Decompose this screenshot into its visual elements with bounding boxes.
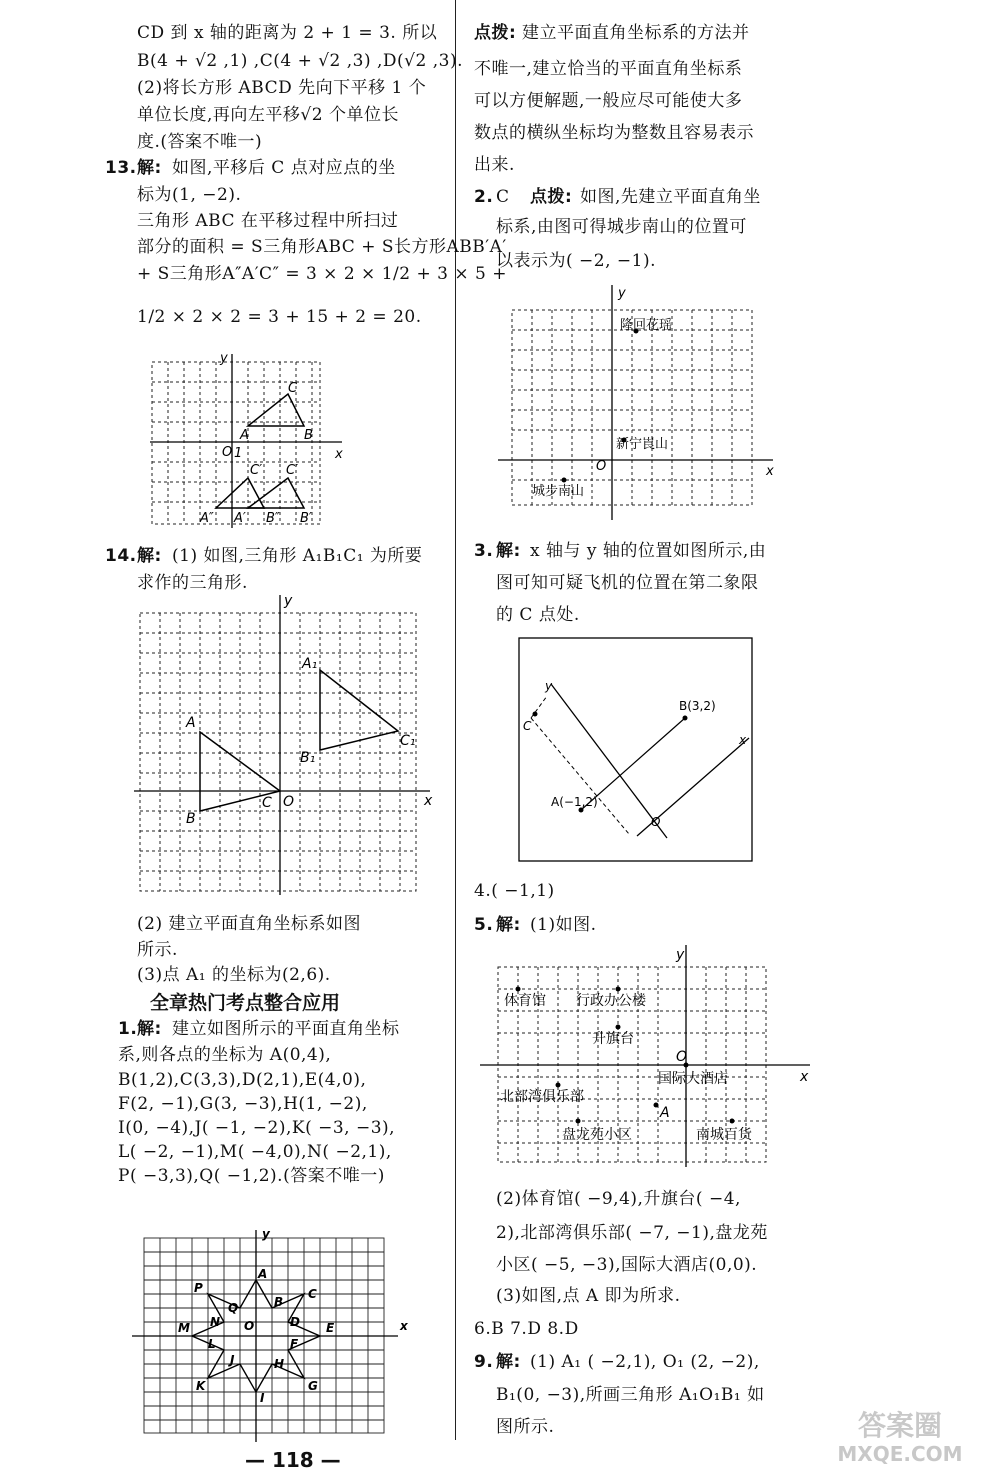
text-line: 不唯一,建立恰当的平面直角坐标系 — [474, 59, 743, 79]
place-label: 城步南山 — [532, 484, 585, 499]
text-line: 小区( −5, −3),国际大酒店(0,0). — [496, 1255, 758, 1275]
text-line: B(1,2),C(3,3),D(2,1),E(4,0), — [118, 1070, 367, 1090]
place-label: 新宁崀山 — [616, 437, 669, 452]
point-label: A — [186, 715, 196, 731]
origin-label: O — [676, 1049, 688, 1065]
text-line: 1/2 × 2 × 2 = 3 + 15 + 2 = 20. — [137, 307, 422, 327]
place-label: 南城百货 — [696, 1127, 752, 1143]
axis-label: x — [739, 733, 747, 747]
place-label: 体育馆 — [504, 993, 546, 1009]
point-label: B — [186, 811, 196, 827]
text-line: 2),北部湾俱乐部( −7, −1),盘龙苑 — [496, 1223, 768, 1243]
section-title: 全章热门考点整合应用 — [150, 992, 341, 1014]
point-marker — [616, 987, 621, 992]
point-label: B₁ — [300, 750, 316, 766]
point-marker — [654, 1103, 659, 1108]
point-marker — [516, 987, 521, 992]
point-label: C — [262, 795, 272, 811]
point-label: B″ — [266, 511, 280, 526]
text-line: (3)如图,点 A 即为所求. — [496, 1286, 681, 1306]
text-line: 建立如图所示的平面直角坐标 — [172, 1019, 400, 1039]
point-label: B(3,2) — [679, 699, 716, 713]
figure-q3 — [519, 638, 754, 863]
point-label: C — [308, 1287, 317, 1301]
origin-label: O — [651, 815, 661, 829]
point-label: Q — [228, 1301, 239, 1315]
axis-label: y — [618, 286, 626, 301]
point-label: D — [290, 1315, 300, 1329]
axis-label: x — [766, 464, 774, 479]
point-label: A — [240, 428, 249, 443]
figure-frame — [519, 638, 752, 861]
question-number: 14. — [105, 546, 137, 566]
point-marker — [730, 1119, 735, 1124]
question-number: 13. — [105, 158, 137, 178]
column-divider — [455, 0, 456, 1440]
point-label: A′ — [234, 511, 246, 526]
tip-label: 点拨: — [530, 187, 573, 207]
point-label: E — [326, 1321, 335, 1335]
point-label: M — [178, 1321, 190, 1335]
origin-label: O — [244, 1319, 255, 1333]
text-line: x 轴与 y 轴的位置如图所示,由 — [530, 541, 767, 561]
text-line: 图可知可疑飞机的位置在第二象限 — [496, 573, 759, 593]
point-label: A — [660, 1105, 670, 1121]
y-axis — [551, 684, 667, 838]
axis-label: y — [262, 1227, 270, 1241]
origin-label: O — [222, 445, 233, 460]
point-label: H — [274, 1357, 285, 1371]
point-label: L — [208, 1337, 216, 1351]
text-line: 如图,平移后 C 点对应点的坐 — [172, 158, 396, 178]
text-line: 单位长度,再向左平移√2 个单位长 — [137, 105, 399, 125]
point-label: P — [194, 1281, 203, 1295]
text-line: 系,则各点的坐标为 A(0,4), — [118, 1045, 332, 1065]
text-line: 标系,由图可得城步南山的位置可 — [496, 217, 747, 237]
text-line: 三角形 ABC 在平移过程中所扫过 — [137, 211, 399, 231]
point-label: B — [274, 1295, 284, 1309]
question-number: 2. — [474, 187, 494, 207]
dashed-line — [531, 718, 629, 834]
text-line: (2) 建立平面直角坐标系如图 — [137, 914, 361, 934]
point-label: C — [523, 719, 532, 733]
point-marker — [533, 712, 538, 717]
answer-line: 6.B 7.D 8.D — [474, 1319, 579, 1339]
text-line: 如图,先建立平面直角坐 — [580, 187, 761, 207]
watermark-url: MXQE.COM — [837, 1442, 963, 1466]
point-marker — [683, 716, 688, 721]
text-line: 建立平面直角坐标系的方法并 — [522, 23, 750, 43]
origin-label: O — [283, 794, 295, 810]
question-number: 3. — [474, 541, 494, 561]
answer-label: 解: — [496, 915, 521, 935]
text-line: 求作的三角形. — [137, 573, 248, 593]
text-line: (2)将长方形 ABCD 先向下平移 1 个 — [137, 78, 427, 98]
point-label: A(−1,2) — [551, 795, 598, 809]
point-label: C₁ — [400, 733, 416, 749]
text-line: 的 C 点处. — [496, 605, 580, 625]
point-label: A₁ — [302, 656, 318, 672]
text-line: (1) 如图,三角形 A₁B₁C₁ 为所要 — [172, 546, 423, 566]
axis-label: y — [545, 679, 553, 693]
place-label: 隆回花瑶 — [620, 318, 673, 333]
text-line: 出来. — [474, 155, 515, 175]
text-line: CD 到 x 轴的距离为 2 + 1 = 3. 所以 — [137, 23, 438, 43]
place-label: 北部湾俱乐部 — [500, 1089, 584, 1105]
text-line: (1) A₁ ( −2,1), O₁ (2, −2), — [530, 1352, 760, 1372]
text-line: (2)体育馆( −9,4),升旗台( −4, — [496, 1189, 741, 1209]
axis-label: y — [284, 593, 293, 609]
point-label: K — [196, 1379, 206, 1393]
text-line: I(0, −4),J( −1, −2),K( −3, −3), — [118, 1118, 396, 1138]
point-marker — [616, 1025, 621, 1030]
point-label: C′ — [286, 463, 299, 478]
text-line: 度.(答案不唯一) — [137, 132, 263, 152]
page-number: — 118 — — [245, 1448, 341, 1472]
axis-label: x — [424, 793, 433, 809]
figure-q2 — [498, 285, 788, 525]
point-marker — [562, 478, 567, 483]
question-number: 9. — [474, 1352, 494, 1372]
figure-star — [128, 1227, 418, 1445]
place-label: 盘龙苑小区 — [562, 1127, 632, 1143]
point-label: G — [308, 1379, 318, 1393]
text-line: 数点的横纵坐标均为整数且容易表示 — [474, 123, 754, 143]
point-label: C′ — [250, 463, 263, 478]
triangle-a1b1c1 — [320, 670, 398, 750]
axis-label: x — [800, 1069, 809, 1085]
point-label: B′ — [300, 511, 312, 526]
tip-label: 点拨: — [474, 23, 517, 43]
text-line: 图所示. — [496, 1417, 555, 1437]
point-label: F — [290, 1337, 299, 1351]
answer-line: 4.( −1,1) — [474, 881, 555, 901]
point-label: N — [210, 1315, 221, 1329]
axis-label: y — [676, 947, 685, 963]
text-line: + S三角形A″A′C″ = 3 × 2 × 1/2 + 3 × 5 + — [137, 264, 507, 284]
text-line: B₁(0, −3),所画三角形 A₁O₁B₁ 如 — [496, 1385, 765, 1405]
text-line: 部分的面积 = S三角形ABC + S长方形ABB′A′ — [137, 237, 507, 257]
watermark — [812, 1405, 992, 1467]
answer-label: 解: — [496, 1352, 521, 1372]
point-label: B — [304, 428, 313, 443]
point-label: A — [258, 1267, 268, 1281]
question-number: 5. — [474, 915, 494, 935]
answer-label: 解: — [137, 158, 162, 178]
text-line: 以表示为( −2, −1). — [496, 251, 656, 271]
point-label: C — [288, 381, 298, 396]
point-label: A″ — [200, 511, 214, 526]
text-line: (1)如图. — [530, 915, 597, 935]
figure-q13 — [150, 351, 350, 530]
place-label: 行政办公楼 — [576, 993, 646, 1009]
text-line: F(2, −1),G(3, −3),H(1, −2), — [118, 1094, 368, 1114]
figure-q5 — [480, 945, 810, 1170]
point-label: I — [260, 1391, 265, 1405]
text-line: P( −3,3),Q( −1,2).(答案不唯一) — [118, 1166, 385, 1186]
text-line: L( −2, −1),M( −4,0),N( −2,1), — [118, 1142, 392, 1162]
watermark-text: 答案圈 — [857, 1409, 943, 1442]
place-label: 升旗台 — [592, 1031, 634, 1047]
figure-q14 — [138, 595, 438, 895]
text-line: (3)点 A₁ 的坐标为(2,6). — [137, 965, 331, 985]
answer-choice: C — [496, 187, 510, 207]
text-line: 所示. — [137, 940, 178, 960]
point-label: J — [230, 1353, 235, 1367]
tick-label: 1 — [234, 446, 243, 461]
origin-label: O — [596, 459, 607, 474]
axis-label: x — [335, 447, 343, 462]
axis-label: x — [400, 1319, 408, 1333]
point-marker — [576, 1119, 581, 1124]
answer-label: 解: — [496, 541, 521, 561]
axis-label: y — [220, 351, 228, 366]
answer-label: 解: — [137, 1019, 162, 1039]
text-line: 标为(1, −2). — [137, 185, 242, 205]
answer-label: 解: — [137, 546, 162, 566]
text-line: 可以方便解题,一般应尽可能使大多 — [474, 91, 743, 111]
point-marker — [556, 1083, 561, 1088]
question-number: 1. — [118, 1019, 138, 1039]
text-line: B(4 + √2 ,1) ,C(4 + √2 ,3) ,D(√2 ,3). — [137, 51, 463, 71]
place-label: 国际大酒店 — [658, 1071, 728, 1087]
